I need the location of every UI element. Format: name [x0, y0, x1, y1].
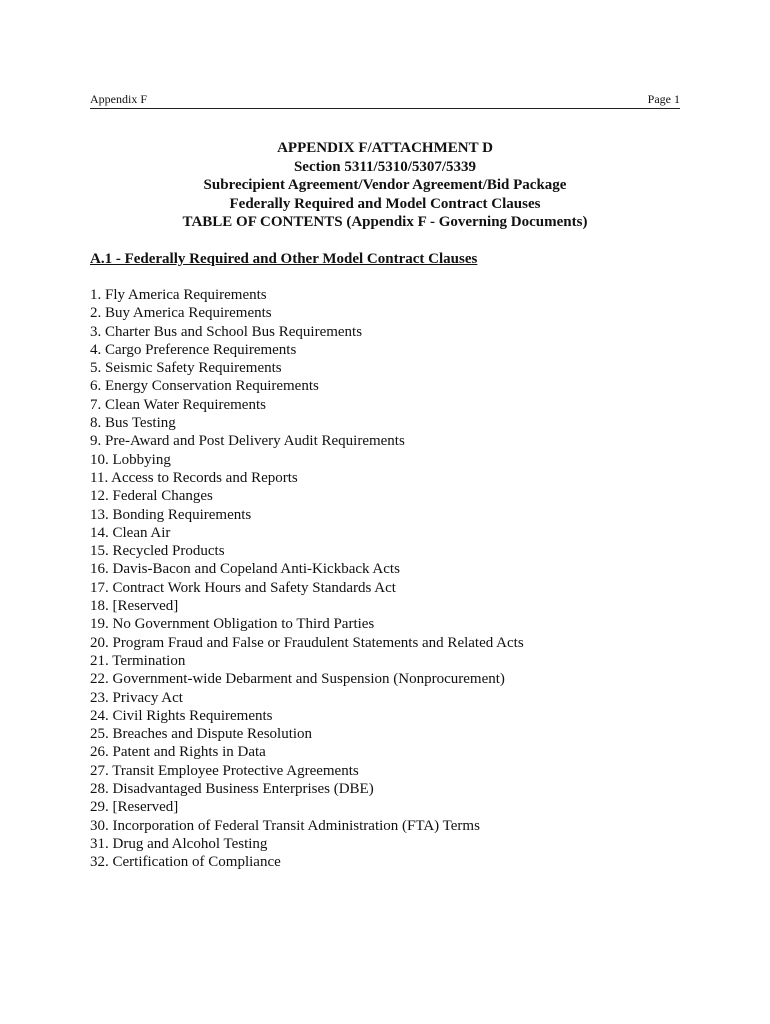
toc-item: 25. Breaches and Dispute Resolution [90, 726, 313, 743]
toc-item: 3. Charter Bus and School Bus Requirements [90, 323, 363, 340]
section-heading: A.1 - Federally Required and Other Model Contract Clauses [90, 251, 478, 267]
toc-item: 31. Drug and Alcohol Testing [90, 835, 268, 852]
toc-item: 29. [Reserved] [90, 799, 179, 816]
title-line: APPENDIX F/ATTACHMENT D [277, 140, 493, 156]
toc-item: 21. Termination [90, 652, 186, 669]
toc-item: 17. Contract Work Hours and Safety Standards Act [90, 579, 396, 596]
toc-item: 24. Civil Rights Requirements [90, 707, 273, 724]
toc-item: 27. Transit Employee Protective Agreements [90, 762, 359, 779]
toc-item: 22. Government-wide Debarment and Suspension (Nonprocurement) [90, 671, 505, 688]
toc-item: 19. No Government Obligation to Third Parties [90, 616, 375, 633]
toc-item: 8. Bus Testing [90, 415, 176, 432]
title-line: Section 5311/5310/5307/5339 [293, 158, 477, 175]
title-line: TABLE OF CONTENTS (Appendix F - Governing Documents) [182, 214, 588, 231]
toc-item: 2. Buy America Requirements [90, 305, 272, 322]
toc-item: 14. Clean Air [90, 524, 171, 541]
toc-item: 16. Davis-Bacon and Copeland Anti-Kickback Acts [90, 561, 400, 578]
toc-item: 10. Lobbying [90, 451, 171, 468]
page-number: Page 1 [647, 92, 680, 106]
title-line: Subrecipient Agreement/Vendor Agreement/Bid Package [203, 177, 567, 194]
toc-item: 5. Seismic Safety Requirements [90, 360, 282, 377]
toc-item: 30. Incorporation of Federal Transit Administration (FTA) Terms [90, 817, 480, 834]
toc-item: 1. Fly America Requirements [90, 287, 267, 303]
toc-item: 26. Patent and Rights in Data [90, 744, 266, 761]
toc-item: 7. Clean Water Requirements [90, 396, 266, 413]
toc-list [90, 286, 524, 872]
toc-item: 20. Program Fraud and False or Fraudulent Statements and Related Acts [90, 634, 524, 651]
toc-item: 11. Access to Records and Reports [90, 469, 298, 486]
header-left-label: Appendix F [90, 92, 147, 106]
toc-item: 9. Pre-Award and Post Delivery Audit Requirements [90, 433, 405, 450]
toc-item: 28. Disadvantaged Business Enterprises (DBE) [90, 781, 374, 798]
toc-item: 12. Federal Changes [90, 488, 213, 505]
toc-item: 18. [Reserved] [90, 598, 179, 615]
title-line: Federally Required and Model Contract Clauses [229, 195, 541, 212]
toc-item: 4. Cargo Preference Requirements [90, 341, 297, 358]
toc-item: 13. Bonding Requirements [90, 506, 252, 523]
toc-item: 6. Energy Conservation Requirements [90, 378, 319, 395]
document-title [90, 139, 680, 232]
running-header [90, 92, 680, 109]
toc-item: 32. Certification of Compliance [90, 854, 281, 871]
toc-item: 15. Recycled Products [90, 543, 225, 560]
toc-item: 23. Privacy Act [90, 689, 183, 706]
